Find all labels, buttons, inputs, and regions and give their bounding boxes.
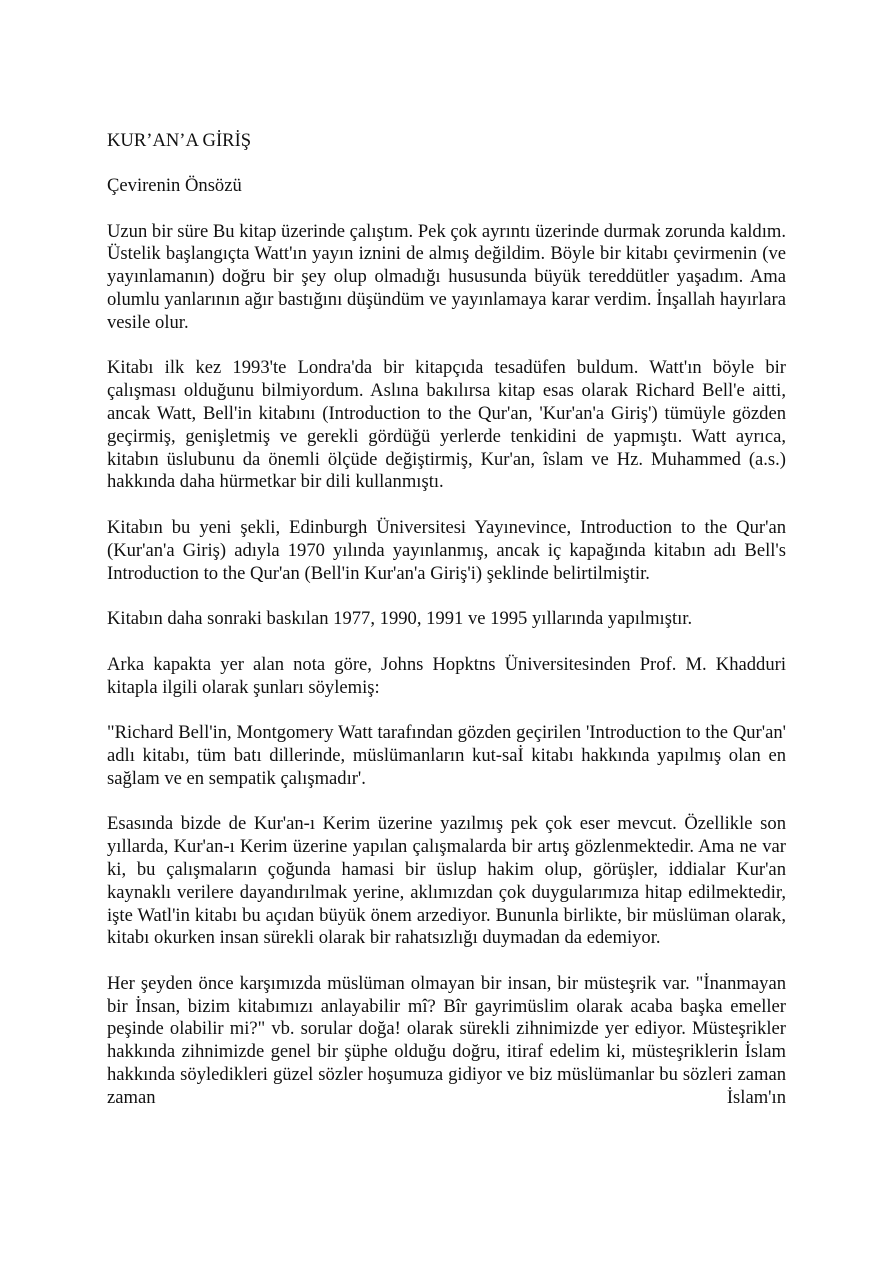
paragraph: Kitabı ilk kez 1993'te Londra'da bir kitapçıda tesadüfen buldum. Watt'ın böyle bir çalışması olduğunu bilmiyordum. Aslına bakılırsa kitap esas olarak Richard Bell'e aitti, ancak Watt, Bell'in kitabını (Introduction to the Qur'an, 'Kur'an'a Giriş') tümüyle gözden geçirmiş, genişletmiş ve gerekli gördüğü yerlerde tenkidini de yapmıştı. Watt ayrıca, kitabın üslubunu da önemli ölçüde değiştirmiş, Kur'an, îslam ve Hz. Muhammed (a.s.) hakkında daha hürmetkar bir dili kullanmıştı. (107, 357, 786, 493)
document-page (107, 130, 786, 1110)
preface-heading: Çevirenin Önsözü (107, 174, 242, 196)
paragraph-continued: Her şeyden önce karşımızda müslüman olmayan bir insan, bir müsteşrik var. "İnanmayan bir İnsan, bizim kitabımızı anlayabilir mî? Bîr gayrimüslim olarak acaba başka emeller peşinde olabilir mi?" vb. sorular doğa! olarak sürekli zihnimizde yer ediyor. Müsteşrikler hakkında zihnimizde genel bir şüphe olduğu doğru, itiraf edelim ki, müsteşriklerin İslam hakkında söyledikleri güzel sözler hoşumuza gidiyor ve biz müslümanlar bu sözleri zaman zaman İslam'ın (107, 972, 786, 1108)
document-title: KUR’AN’A GİRİŞ (107, 130, 252, 151)
paragraph: Kitabın daha sonraki baskılan 1977, 1990, 1991 ve 1995 yıllarında yapılmıştır. (107, 608, 693, 630)
paragraph: Kitabın bu yeni şekli, Edinburgh Üniversitesi Yayınevince, Introduction to the Qur'an (Kur'an'a Giriş) adıyla 1970 yılında yayınlanmış, ancak iç kapağında kitabın adı Bell's Introduction to the Qur'an (Bell'in Kur'an'a Giriş'i) şeklinde belirtilmiştir. (107, 516, 786, 584)
paragraph: Arka kapakta yer alan nota göre, Johns Hopktns Üniversitesinden Prof. M. Khadduri kitapla ilgili olarak şunları söylemiş: (107, 653, 786, 698)
paragraph: Esasında bizde de Kur'an-ı Kerim üzerine yazılmış pek çok eser mevcut. Özellikle son yıllarda, Kur'an-ı Kerim üzerine yapılan çalışmalarda bir artış gözlenmektedir. Ama ne var ki, bu çalışmaların çoğunda hamasi bir üslup hakim olup, görüşler, iddialar Kur'an kaynaklı verilere dayandırılmak yerine, aklımızdan çok duygularımıza hitap edilmektedir, işte Watl'in kitabı bu açıdan büyük önem arzediyor. Bununla birlikte, bir müslüman olarak, kitabı okurken insan sürekli olarak bir rahatsızlığı duymadan da edemiyor. (107, 813, 786, 949)
paragraph: Uzun bir süre Bu kitap üzerinde çalıştım. Pek çok ayrıntı üzerinde durmak zorunda kaldım. Üstelik başlangıçta Watt'ın yayın iznini de almış değildim. Böyle bir kitabı çevirmenin (ve yayınlamanın) doğru bir şey olup olmadığı hususunda büyük tereddütler yaşadım. Ama olumlu yanlarının ağır bastığını düşündüm ve yayınlamaya karar verdim. İnşallah hayırlara vesile olur. (107, 220, 786, 333)
quote-paragraph: "Richard Bell'in, Montgomery Watt tarafından gözden geçirilen 'Introduction to the Qur'an' adlı kitabı, tüm batı dillerinde, müslümanların kut-saİ kitabı hakkında yapılmış olan en sağlam ve en sempatik çalışmadır'. (107, 722, 786, 789)
